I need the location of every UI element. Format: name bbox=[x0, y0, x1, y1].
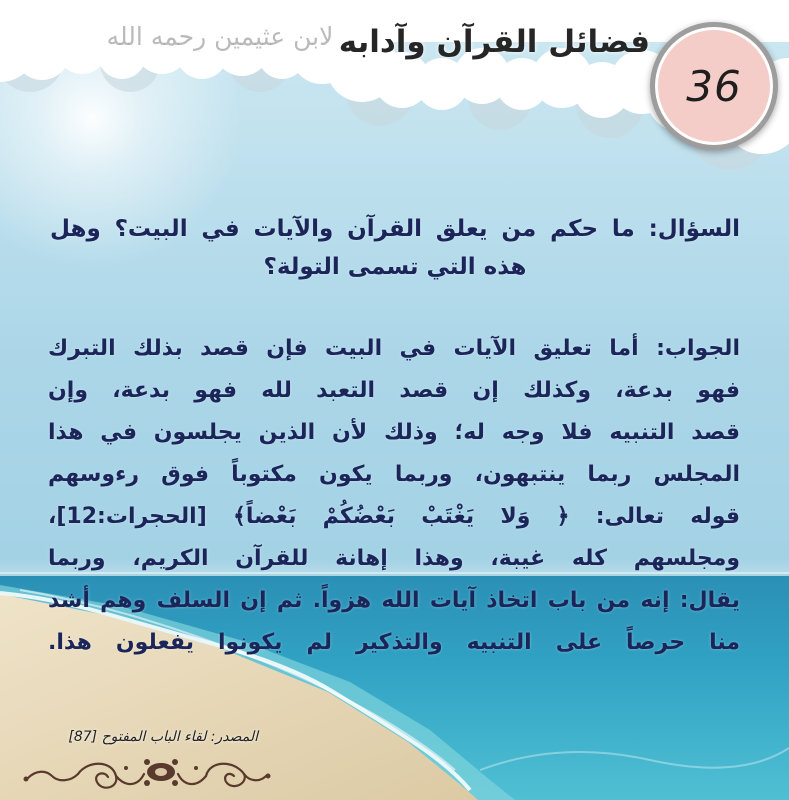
source-citation: المصدر: لقاء الباب المفتوح [87] bbox=[68, 729, 258, 745]
author-signature: لابن عثيمين رحمه الله bbox=[106, 22, 334, 51]
answer-line: منا حرصاً على التنبيه والتذكير لم يكونوا يفعلون هذا. bbox=[48, 630, 740, 655]
answer-line: يقال: إنه من باب اتخاذ آيات الله هزواً. ثم إن السلف وهم أشد bbox=[48, 588, 740, 613]
series-title: فضائل القرآن وآدابه bbox=[338, 24, 650, 60]
question-line: السؤال: ما حكم من يعلق القرآن والآيات في البيت؟ وهل bbox=[50, 216, 740, 242]
ornament-divider bbox=[22, 748, 272, 796]
answer-line: فهو بدعة، وكذلك إن قصد التعبد لله فهو بدعة، وإن bbox=[48, 378, 740, 403]
answer-line: قصد التنبيه فلا وجه له؛ وذلك لأن الذين يجلسون في هذا bbox=[48, 420, 740, 445]
answer-block bbox=[48, 328, 740, 664]
answer-line: الجواب: أما تعليق الآيات في البيت فإن قصد بذلك التبرك bbox=[48, 336, 740, 361]
number-badge bbox=[650, 22, 778, 150]
badge-number: 36 bbox=[686, 61, 742, 111]
answer-line: ومجلسهم كله غيبة، وهذا إهانة للقرآن الكريم، وربما bbox=[48, 546, 740, 571]
answer-line: المجلس ربما ينتبهون، وربما يكون مكتوباً فوق رءوسهم bbox=[48, 462, 740, 487]
question-line: هذه التي تسمى التولة؟ bbox=[263, 254, 527, 280]
question-block bbox=[50, 210, 740, 286]
answer-line: قوله تعالى: ﴿ وَلا يَغْتَبْ بَعْضُكُمْ بَعْضاً﴾ [الحجرات:12]، bbox=[48, 504, 740, 529]
